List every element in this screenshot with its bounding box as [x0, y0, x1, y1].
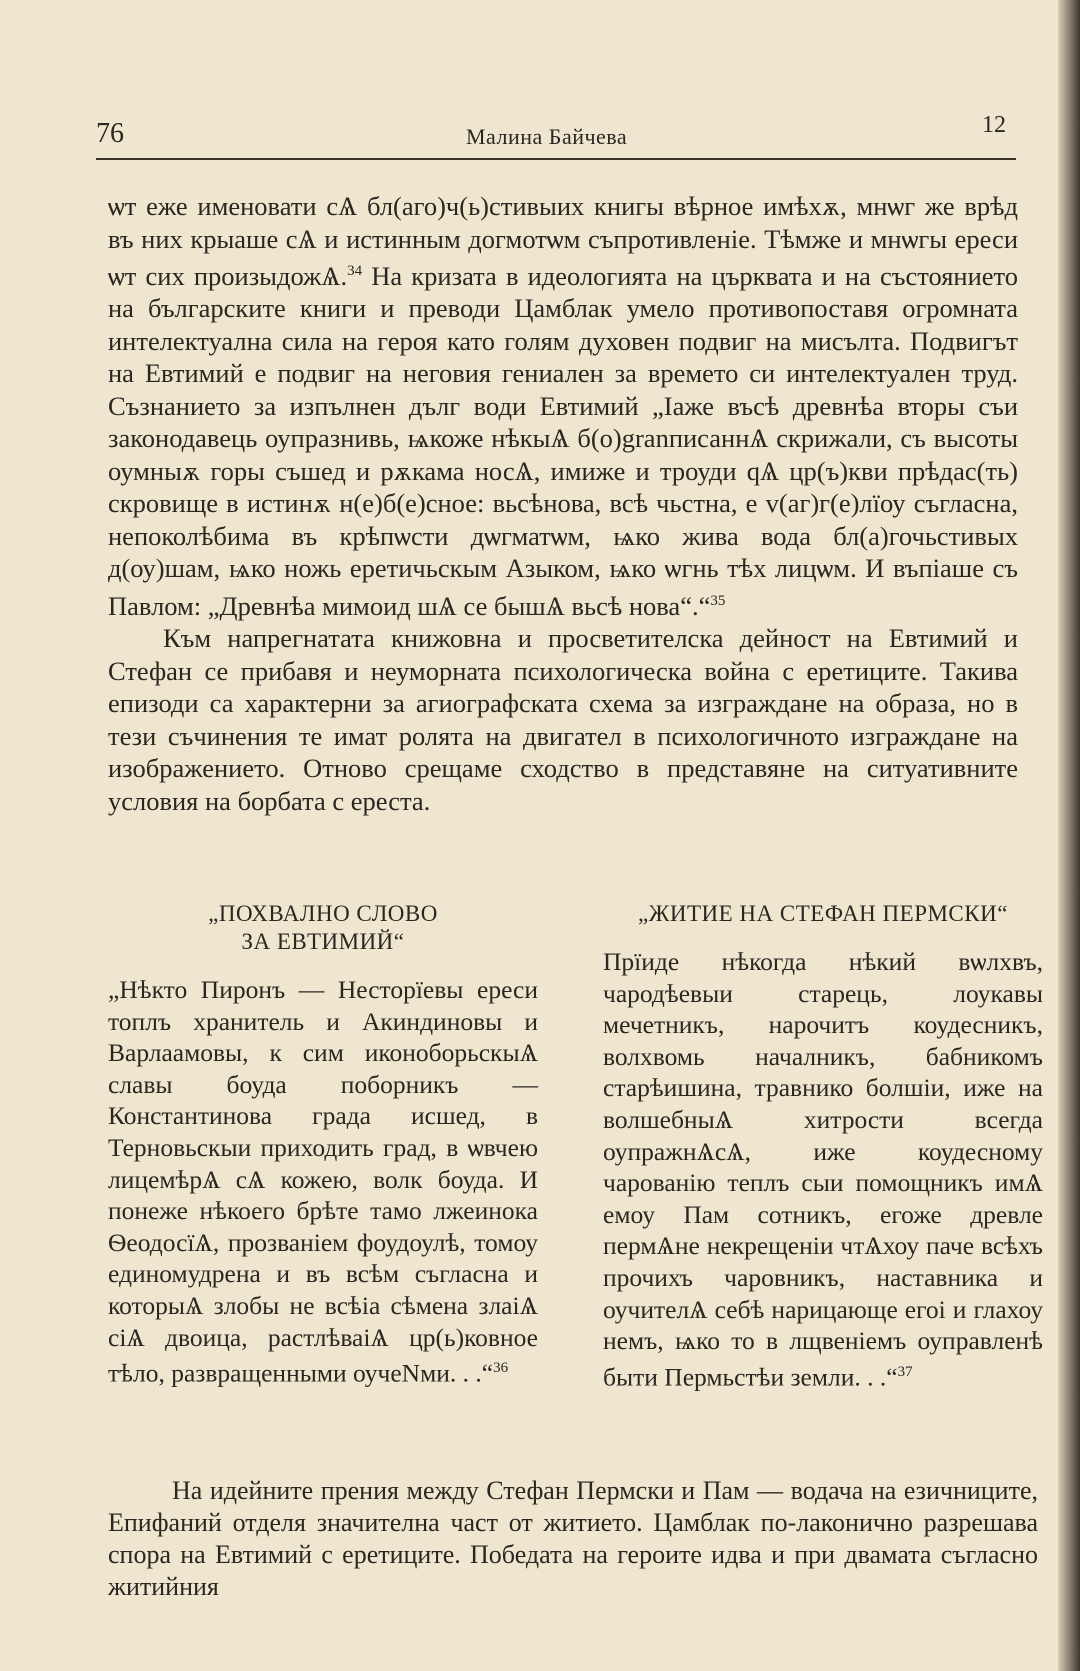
- right-column: [603, 900, 1043, 1393]
- footnote-ref-37: 37: [897, 1363, 913, 1380]
- page-number: 76: [96, 118, 124, 149]
- closing-paragraph-text: На идейните прения между Стефан Пермски и Пам — водача на езичниците, Епифаний отделя значителна част от житието. Цамблак по-лаконично разрешава спора на Евтимий с еретиците. Победата на героите идва и при двамата съгласно житийния: [108, 1476, 1038, 1601]
- right-column-text: [603, 946, 1043, 1393]
- running-head: Малина Байчева: [466, 124, 628, 149]
- quotation-columns: [108, 900, 1043, 1460]
- footnote-ref-35: 35: [710, 592, 726, 609]
- footnote-ref-34: 34: [347, 263, 363, 279]
- closing-paragraph: [108, 1475, 1038, 1603]
- left-quote: „Нѣкто Пиронъ — Несторїевы ереси топлъ хранитель и Акиндиновы и Варлаамовы, к сим иконоборьскыѦ славы боуда поборникъ — Константинова града исшед, в Терновьскыи приходить град, в ѡвчею лицемѣрѦ сѦ кожею, волк боуда. И понеже нѣкоего брѣте тамо лжеинока ѲеодосїѦ, прозваніем фоудоулѣ, томоу единомудрена и въ всѣм съгласна и которыѦ злобы не всѣіа сѣмена злаіѦ сіѦ двоица, растлѣваіѦ цр(ь)ковное тѣло, развращенными оучеNми. . .“: [108, 975, 538, 1388]
- page-edge: [1058, 0, 1080, 1671]
- left-column: [108, 900, 538, 1389]
- right-column-title: „ЖИТИЕ НА СТЕФАН ПЕРМСКИ“: [638, 901, 1008, 926]
- left-column-text: [108, 974, 538, 1389]
- issue-number: 12: [982, 112, 1006, 138]
- paragraph-1-text: ѡт еже именовати сѦ бл(аго)ч(ь)стивыих книгы вѣрное имѣхѫ, мнѡг же врѣд въ них крыаше сѦ и истинным догмотѡм съпротивленіе. Тѣмже и мнѡгы ереси ѡт сих произыдожѦ.: [108, 191, 1018, 291]
- body-text: [108, 190, 1018, 817]
- footnote-ref-36: 36: [493, 1360, 509, 1377]
- header-rule: [96, 158, 1016, 160]
- left-column-title: [108, 900, 538, 956]
- page-header: [96, 108, 1016, 158]
- left-title-line-1: „ПОХВАЛНО СЛОВО: [208, 901, 438, 926]
- paragraph-1-continuation: На кризата в идеологията на църквата и на състоянието на българските книги и преводи Цамблак умело противопоставя огромната интелектуална сила на героя като голям духовен подвиг на мисълта. Подвигът на Евтимий е подвиг на неговия гениален за времето си интелектуален труд. Съзнанието за изпълнен дълг води Евтимий „Іаже въсѣ древнѣа вторы съи законодавець оупразнивь, ѩкоже нѣкыѦ б(о)granписаннѦ скрижали, съ высоты оумныѫ горы съшед и рѫкама носѦ, имиже и троуди qѦ цр(ъ)кви прѣдас(ть) скровище в истинѫ н(е)б(е)сное: вьсѣнова, всѣ чьстна, е v(аг)г(е)лїоу съгласна, непоколѣбима въ крѣпѡсти дѡгматѡм, ѩко жива вода бл(а)гочьстивых д(оу)шам, ѩко ножь еретичьскым Азыком, ѩко ѡгнь тѣх лицѡм. И въпіаше съ Павлом: „Древнѣа мимоид шѦ се бышѦ вьсѣ нова“.“: [108, 260, 1018, 621]
- right-quote: Прїиде нѣкогда нѣкий вѡлхвъ, чародѣевыи старець, лоукавы мечетникъ, нарочитъ коудесникъ, волхвомь началникъ, бабникомъ старѣишина, травнико болшіи, иже на волшебныѦ хитрости всегда оупражнѦсѦ, иже коудесному чарованію теплъ сыи помощникъ имѦ емоу Пам сотникъ, егоже древле пермѦне некрещеніи чтѦхоу паче всѣхъ прочихъ чаровникъ, наставника и оучителѦ себѣ нарицающе егоі и глахоу немъ, ѩко то в лщвеніемъ оуправленѣ быти Пермьстѣи земли. . .“: [603, 947, 1043, 1392]
- paragraph-2: Към напрегнатата книжовна и просветителска дейност на Евтимий и Стефан се прибавя и неуморната психологическа война с еретиците. Такива епизоди са характерни за агиографската схема за изграждане на образа, но в тези съчинения те имат ролята на двигател в психологичното изграждане на изображението. Отново срещаме сходство в представяне на ситуативните условия на борбата с ереста.: [108, 623, 1018, 816]
- left-title-line-2: ЗА ЕВТИМИЙ“: [241, 929, 405, 954]
- paragraph-1: [108, 190, 1018, 622]
